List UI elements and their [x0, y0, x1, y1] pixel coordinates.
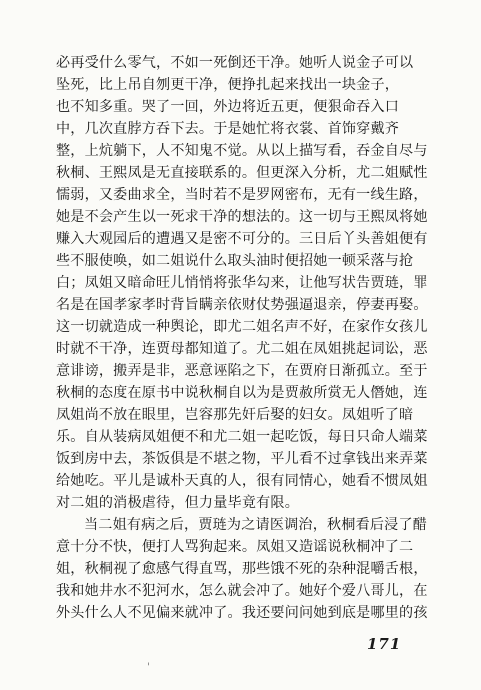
text-line: 懦弱，又委曲求全，当时若不是罗网密布，无有一线生路， [56, 187, 428, 203]
text-line: 坠死，比上吊自刎更干净，便挣扎起来找出一块金子， [56, 77, 400, 93]
page-mark: ' [147, 662, 150, 673]
paragraph-2 [56, 514, 428, 624]
text-line: 外头什么人不见偏来就冲了。我还要问问她到底是哪里的孩 [56, 605, 428, 621]
text-line: 凤姐尚不放在眼里，岂容那先奸后娶的妇女。凤姐听了暗 [56, 407, 414, 423]
text-line: 这一切就造成一种舆论，即尤二姐名声不好，在家作女孩儿 [56, 319, 428, 335]
text-line: 饭到房中去，茶饭俱是不堪之物，平儿看不过拿钱出来弄菜 [56, 451, 428, 467]
text-line: 时就不干净，连贾母都知道了。尤二姐在凤姐挑起词讼，恶 [56, 341, 428, 357]
text-line: 她是不会产生以一死求干净的想法的。这一切与王熙凤将她 [56, 209, 428, 225]
body-text [56, 52, 428, 624]
text-line: 对二姐的消极虐待，但力量毕竟有限。 [56, 495, 299, 511]
text-line: 秋桐、王熙凤是无直接联系的。但更深入分析，尤二姐赋性 [56, 165, 428, 181]
text-line: 必再受什么零气，不如一死倒还干净。她听人说金子可以 [56, 55, 414, 71]
text-line: 给她吃。平儿是诚朴天真的人，很有同情心，她看不惯凤姐 [56, 473, 428, 489]
text-line: 当二姐有病之后，贾琏为之请医调治，秋桐看后浸了醋 [84, 517, 428, 533]
text-line: 意十分不快，便打人骂狗起来。凤姐又造谣说秋桐冲了二 [56, 539, 414, 555]
text-line: 秋桐的态度在原书中说秋桐自以为是贾赦所赏无人僭她，连 [56, 385, 428, 401]
text-line: 也不知多重。哭了一回，外边将近五更，便狠命吞入口 [56, 99, 400, 115]
text-line: 姐，秋桐视了愈感气得直骂，那些饿不死的杂种混嚼舌根， [56, 561, 428, 577]
text-line: 意诽谤，搬弄是非，恶意诬陷之下，在贾府日渐孤立。至于 [56, 363, 428, 379]
text-line: 赚入大观园后的遭遇又是密不可分的。三日后丫头善姐便有 [56, 231, 428, 247]
page-number: 171 [367, 635, 402, 653]
text-line: 我和她井水不犯河水，怎么就会冲了。她好个爱八哥儿，在 [56, 583, 428, 599]
text-line: 些不服使唤，如二姐说什么取头油时便招她一顿采落与抢 [56, 253, 414, 269]
text-line: 白；凤姐又暗命旺儿悄悄将张华勾来，让他写状告贾琏，罪 [56, 275, 428, 291]
text-line: 中，几次直脖方吞下去。于是她忙将衣裳、首饰穿戴齐 [56, 121, 400, 137]
text-line: 整，上炕躺下，人不知鬼不觉。从以上描写看，吞金自尽与 [56, 143, 428, 159]
text-line: 乐。自从装病凤姐便不和尤二姐一起吃饭，每日只命人端菜 [56, 429, 428, 445]
paragraph-1 [56, 52, 428, 514]
text-line: 名是在国孝家孝时背旨瞒亲依财仗势强逼退亲，停妻再娶。 [56, 297, 428, 313]
